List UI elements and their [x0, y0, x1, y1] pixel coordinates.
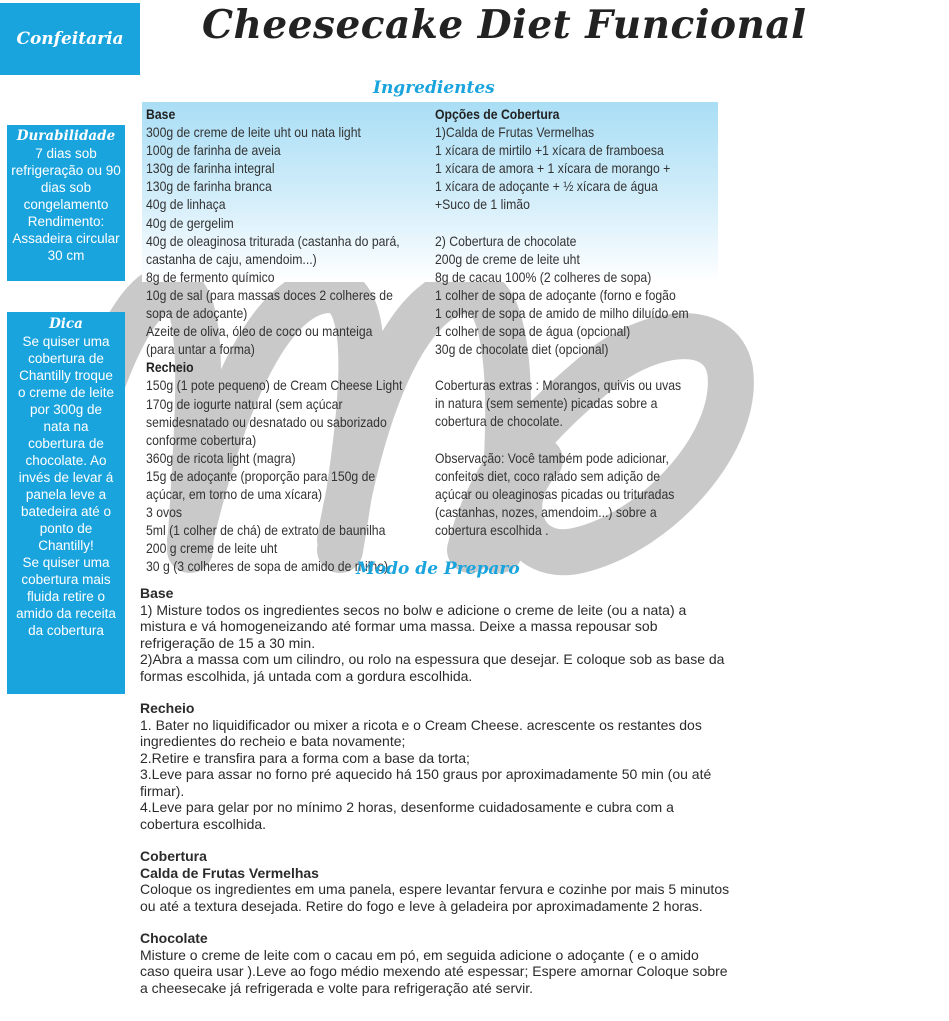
topping-line: 1)Calda de Frutas Vermelhas [435, 125, 595, 141]
tip-line: Chantilly! [38, 538, 94, 553]
tip-line: por 300g de [29, 402, 103, 417]
tip-line: cobertura mais [21, 572, 111, 587]
tip-line: ponto de [39, 521, 93, 536]
step-text: 1) Misture todos os ingredientes secos no bolw e adicione o creme de leite (ou a nata) a mistura e vá homogeneizando até formar uma massa. Deixe a massa repousar sob refrigeração de 15 a 30 min. [140, 601, 687, 651]
spacer [140, 684, 730, 700]
topping-line: 8g de cacau 100% (2 colheres de sopa) [435, 269, 652, 285]
ingredient-line: 30 g (3 colheres de sopa de amido de milho) [146, 559, 389, 575]
topping-line: +Suco de 1 limão [435, 197, 530, 213]
tip-line: chocolate. Ao [25, 453, 107, 468]
ingredient-line: 170g de iogurte natural (sem açúcar [146, 396, 343, 412]
ingredient-line: 8g de fermento químico [146, 269, 275, 285]
ingredient-line: Azeite de oliva, óleo de coco ou manteiga [146, 324, 373, 340]
durability-line: Assadeira circular [12, 231, 120, 246]
ingredient-line: açúcar, em torno de uma xícara) [146, 486, 323, 502]
topping-line: 30g de chocolate diet (opcional) [435, 342, 609, 358]
ingredient-line: 15g de adoçante (proporção para 150g de [146, 468, 376, 484]
ingredient-line: 360g de ricota light (magra) [146, 450, 296, 466]
tip-line: panela leve a [25, 487, 107, 502]
topping-line: cobertura de chocolate. [435, 414, 563, 430]
ingredient-line: (para untar a forma) [146, 342, 255, 358]
ingredient-line: Base [146, 107, 176, 122]
ingredient-line: 130g de farinha integral [146, 161, 275, 177]
step-text: Coloque os ingredientes em uma panela, espere levantar fervura e cozinhe por mais 5 minutos ou até a textura desejada. Retire do fogo e leve à geladeira por aproximadamente 2 horas. [140, 881, 730, 914]
tip-line: Se quiser uma [22, 334, 110, 349]
step-text: 2)Abra a massa com um cilindro, ou rolo na espessura que desejar. E coloque sob as base da formas escolhida, já untada com a gordura escolhida. [140, 651, 725, 684]
topping-line: 1 xícara de adoçante + ½ xícara de água [435, 179, 658, 195]
ingredient-line: 130g de farinha branca [146, 179, 272, 195]
step-heading: Base [140, 585, 174, 601]
ingredient-line: 3 ovos [146, 505, 183, 521]
ingredients-heading: Ingredientes [373, 78, 495, 98]
ingredient-line: 300g de creme de leite uht ou nata light [146, 125, 361, 141]
tip-line: amido da receita [16, 606, 116, 621]
durability-heading: Durabilidade [16, 128, 116, 144]
step-text: 4.Leve para gelar por no mínimo 2 horas, desenforme cuidadosamente e cubra com a cobertura escolhida. [140, 799, 674, 832]
topping-line: 200g de creme de leite uht [435, 251, 580, 267]
tip-line: cobertura de [28, 351, 104, 366]
topping-line: 1 colher de sopa de adoçante (forno e fogão [435, 287, 676, 303]
ingredient-line: 40g de linhaça [146, 197, 226, 213]
step-text: 2.Retire e transfira para a forma com a base da torta; [140, 749, 470, 766]
topping-line: (castanhas, nozes, amendoim...) sobre a [435, 504, 657, 520]
topping-line [435, 359, 689, 377]
topping-line: 1 colher de sopa de água (opcional) [435, 324, 631, 340]
ingredient-line: castanha de caju, amendoim...) [146, 251, 317, 267]
topping-line: in natura (sem semente) picadas sobre a [435, 396, 658, 412]
spacer [140, 832, 730, 848]
preparation-heading: Modo de Preparo [356, 559, 520, 579]
ingredient-line: Recheio [146, 360, 194, 376]
tip-line: Se quiser uma [22, 555, 110, 570]
durability-line: Rendimento: [27, 214, 105, 229]
tip-line: nata na [43, 419, 89, 434]
tip-line: o creme de leite [17, 385, 115, 400]
ingredient-line: 40g de gergelim [146, 215, 234, 231]
durability-line: 7 dias sob [35, 146, 97, 161]
ingredient-line: 200 g creme de leite uht [146, 541, 278, 557]
durability-line: congelamento [23, 197, 109, 212]
topping-line [435, 432, 689, 450]
tip-line: cobertura de [28, 436, 104, 451]
ingredient-line: conforme cobertura) [146, 432, 257, 448]
step-heading: Recheio [140, 700, 195, 716]
topping-line: cobertura escolhida . [435, 522, 549, 538]
topping-line: confeitos diet, coco ralado sem adição de [435, 468, 661, 484]
tip-line: fluida retire o [26, 589, 106, 604]
step-heading: Cobertura [140, 848, 207, 864]
topping-line: 1 xícara de amora + 1 xícara de morango + [435, 161, 671, 177]
category-tag: Confeitaria [0, 3, 140, 75]
durability-line: refrigeração ou 90 [11, 163, 121, 178]
tip-heading: Dica [49, 316, 83, 332]
durability-box [7, 125, 125, 281]
ingredient-line: sopa de adoçante) [146, 306, 248, 322]
step-heading: Chocolate [140, 930, 208, 946]
tip-box [7, 312, 125, 694]
ingredient-line: 150g (1 pote pequeno) de Cream Cheese Light [146, 378, 403, 394]
tip-line: da cobertura [28, 623, 104, 638]
topping-line: 1 colher de sopa de amido de milho diluído em [435, 305, 689, 321]
step-text: Misture o creme de leite com o cacau em pó, em seguida adicione o adoçante ( e o amido caso queira usar ).Leve ao fogo médio mexendo até espessar; Espere amornar Coloque sobre a cheesecake já refrigerada e volte para refrigeração até servir. [140, 946, 728, 996]
tip-line: Chantilly troque [19, 368, 113, 383]
step-text: 1. Bater no liquidificador ou mixer a ricota e o Cream Cheese. acrescente os restantes dos ingredientes do recheio e bata novamente; [140, 716, 702, 749]
topping-line: açúcar ou oleaginosas picadas ou trituradas [435, 486, 675, 502]
topping-line: Coberturas extras : Morangos, quivis ou uvas [435, 378, 682, 394]
ingredient-line: 100g de farinha de aveia [146, 143, 281, 159]
durability-text [7, 145, 125, 264]
durability-line: dias sob [40, 180, 92, 195]
spacer [140, 914, 730, 930]
preparation-steps [140, 585, 730, 996]
page-title: Cheesecake Diet Funcional [202, 2, 807, 48]
step-heading: Calda de Frutas Vermelhas [140, 864, 319, 881]
durability-line: 30 cm [47, 248, 85, 263]
topping-line: 1 xícara de mirtilo +1 xícara de framboesa [435, 143, 664, 159]
step-text: 3.Leve para assar no forno pré aquecido há 150 graus por aproximadamente 50 min (ou até firmar). [140, 766, 712, 799]
topping-line: Opções de Cobertura [435, 107, 560, 122]
tip-line: invés de levar á [18, 470, 114, 485]
ingredient-line: 40g de oleaginosa triturada (castanha do pará, [146, 233, 400, 249]
topping-options [435, 106, 689, 540]
ingredient-line: 10g de sal (para massas doces 2 colheres de [146, 287, 393, 303]
topping-line: 2) Cobertura de chocolate [435, 233, 577, 249]
topping-line: Observação: Você também pode adicionar, [435, 450, 669, 466]
tip-line: batedeira até o [20, 504, 112, 519]
topping-line [435, 215, 689, 233]
ingredient-line: 5ml (1 colher de chá) de extrato de baunilha [146, 523, 386, 539]
ingredients-base-filling [146, 106, 402, 576]
tip-text [7, 333, 125, 639]
ingredient-line: semidesnatado ou desnatado ou saborizado [146, 414, 387, 430]
